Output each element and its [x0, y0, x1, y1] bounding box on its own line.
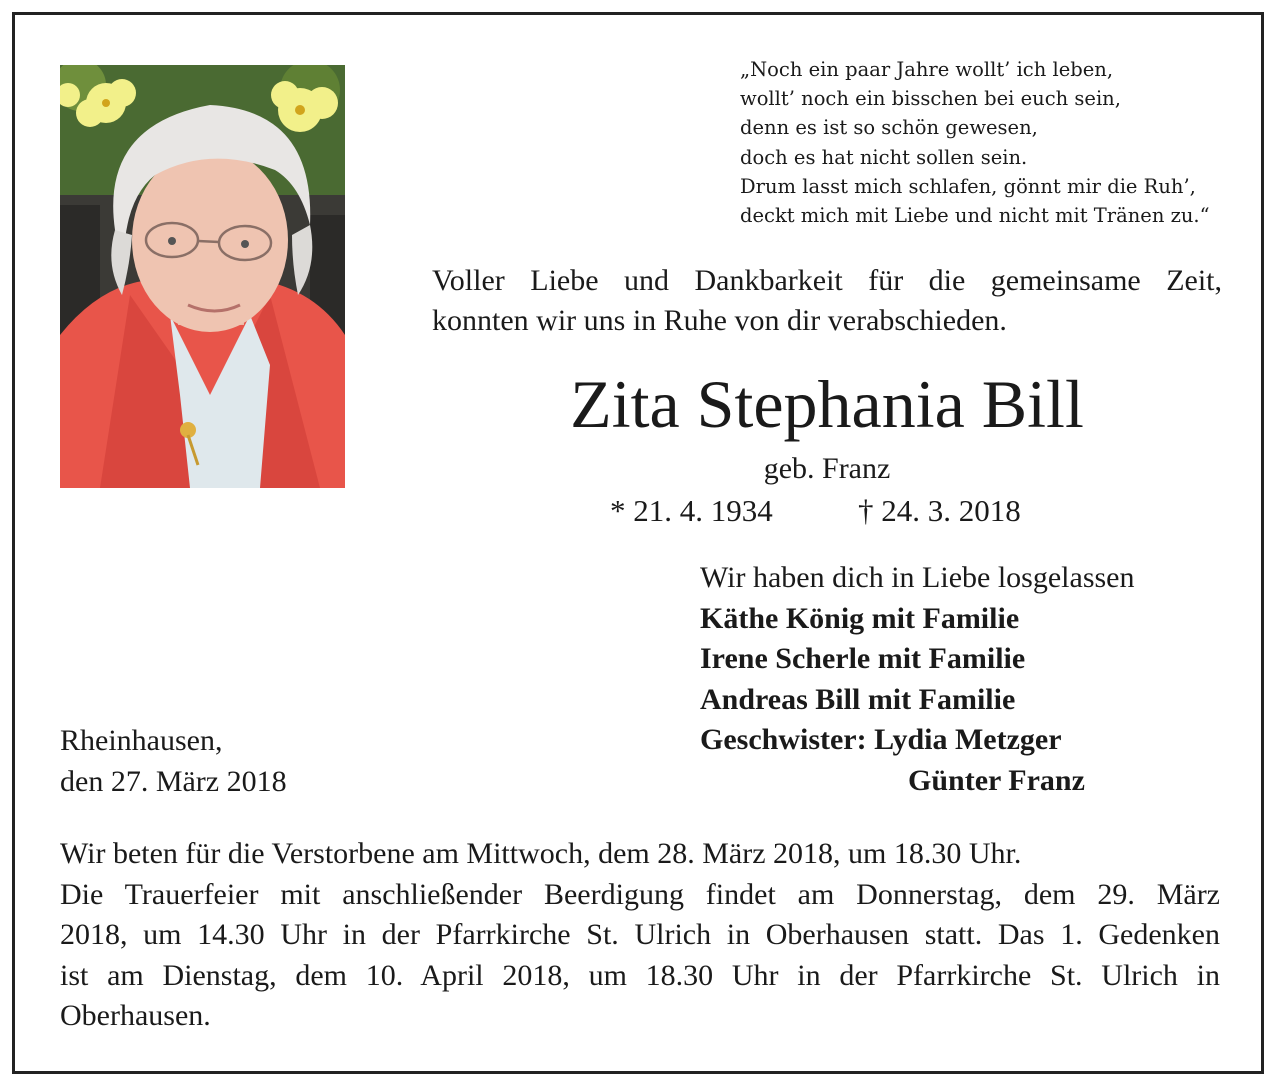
mourners-lead: Wir haben dich in Liebe losgelassen — [700, 561, 1135, 594]
place: Rheinhausen, — [60, 724, 223, 757]
notice-line: Die Trauerfeier mit anschließender Beerdigung findet am Donnerstag, dem 29. März — [60, 877, 1220, 911]
date: den 27. März 2018 — [60, 764, 287, 798]
mourner-family: Geschwister: Lydia Metzger — [700, 723, 1062, 757]
notice-line: Oberhausen. — [60, 999, 211, 1033]
notice-line: ist am Dienstag, dem 10. April 2018, um 18.30 Uhr in der Pfarrkirche St. Ulrich in — [60, 958, 1220, 992]
poem-quote — [740, 55, 1240, 230]
poem-line: doch es hat nicht sollen sein. — [740, 145, 1028, 169]
poem-line: wollt’ noch ein bisschen bei euch sein, — [740, 87, 1121, 111]
poem-line: deckt mich mit Liebe und nicht mit Tränen zu.“ — [740, 203, 1210, 227]
mourners-list — [700, 558, 1220, 802]
notice-line: 2018, um 14.30 Uhr in der Pfarrkirche St. Ulrich in Oberhausen statt. Das 1. Gedenken — [60, 918, 1220, 952]
birth-date: * 21. 4. 1934 — [610, 493, 773, 528]
service-notice — [60, 834, 1220, 1037]
intro-text — [432, 261, 1222, 341]
intro-line: Voller Liebe und Dankbarkeit für die gemeinsame Zeit, — [432, 264, 1222, 297]
mourner-sibling: Günter Franz — [908, 763, 1085, 797]
mourner-family: Andreas Bill mit Familie — [700, 682, 1016, 716]
death-date: † 24. 3. 2018 — [858, 493, 1021, 528]
birth-name: geb. Franz — [763, 452, 891, 485]
place-date — [60, 721, 420, 802]
poem-line: denn es ist so schön gewesen, — [740, 116, 1038, 140]
notice-line: Wir beten für die Verstorbene am Mittwoch, dem 28. März 2018, um 18.30 Uhr. — [60, 837, 1022, 870]
intro-line: konnten wir uns in Ruhe von dir verabschieden. — [432, 304, 1007, 337]
mourner-family: Irene Scherle mit Familie — [700, 642, 1026, 676]
poem-line: „Noch ein paar Jahre wollt’ ich leben, — [740, 58, 1114, 81]
mourner-family: Käthe König mit Familie — [700, 601, 1020, 635]
deceased-name: Zita Stephania Bill — [570, 366, 1084, 442]
poem-line: Drum lasst mich schlafen, gönnt mir die Ruh’, — [740, 174, 1196, 198]
portrait-photo — [60, 65, 345, 488]
